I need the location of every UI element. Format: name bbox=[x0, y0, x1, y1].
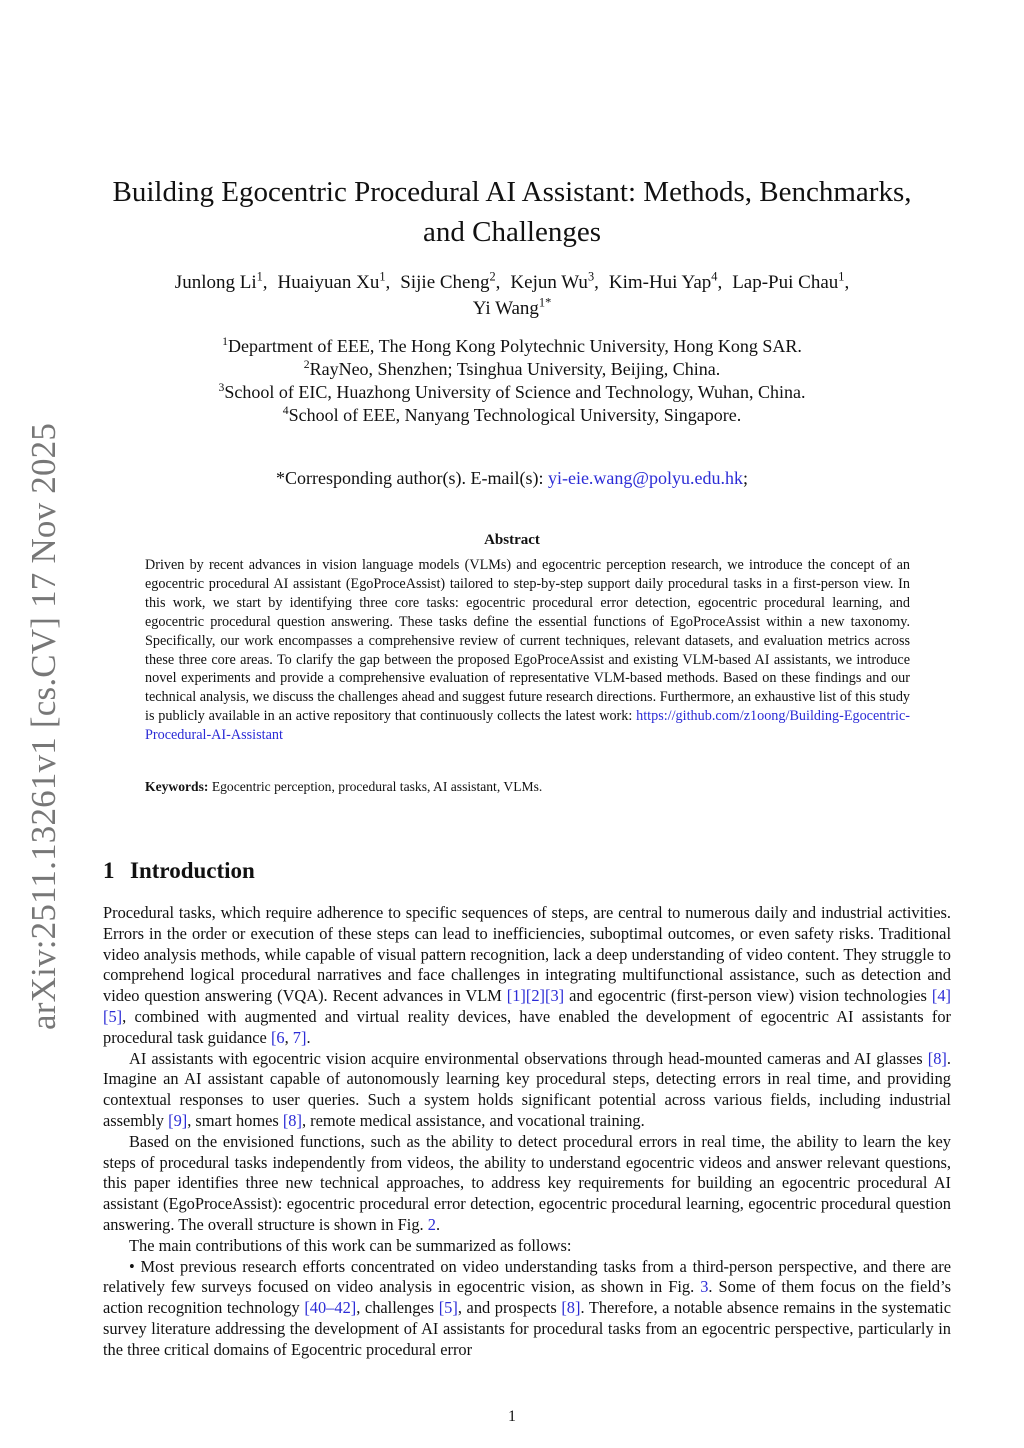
paragraph: AI assistants with egocentric vision acquire environmental observations through head-mounted cameras and AI glasses [8]. Imagine an AI assistant capable of autonomously learning key procedural steps, detecting errors in real time, and providing contextual responses to user queries. Such a system holds significant potential across various fields, including industrial assembly [9], smart homes [8], remote medical assistance, and vocational training. bbox=[103, 1048, 951, 1130]
repository-link[interactable]: https://github.com/z1oong/Building-Egocentric-Procedural-AI-Assistant bbox=[145, 708, 910, 744]
paragraph: • Most previous research efforts concentrated on video understanding tasks from a third-person perspective, and there are relatively few surveys focused on video analysis in egocentric vision, as shown in Fig. 3. Some of them focus on the field’s action recognition technology [40–42], challenges [5], and prospects [8]. Therefore, a notable absence remains in the systematic survey literature addressing the development of AI assistants for procedural tasks from an egocentric perspective, particularly in the three critical domains of Egocentric procedural error bbox=[103, 1256, 951, 1359]
author-name: Kejun Wu bbox=[510, 272, 588, 293]
author-affiliation-marker: 4 bbox=[711, 269, 718, 284]
citation-link[interactable]: [9] bbox=[168, 1110, 188, 1130]
citation-link[interactable]: [3] bbox=[545, 986, 565, 1006]
affiliation-list bbox=[0, 335, 1024, 427]
author-separator: , bbox=[385, 272, 391, 293]
keywords bbox=[145, 779, 910, 795]
affiliation-text: School of EIC, Huazhong University of Science and Technology, Wuhan, China. bbox=[224, 382, 806, 402]
affiliation-marker: 1 bbox=[222, 335, 228, 348]
citation-link[interactable]: [40–42] bbox=[304, 1298, 357, 1318]
affiliation-text: RayNeo, Shenzhen; Tsinghua University, Beijing, China. bbox=[309, 359, 721, 379]
citation-link[interactable]: 3 bbox=[700, 1277, 709, 1297]
author bbox=[732, 269, 850, 293]
citation-link[interactable]: [2] bbox=[525, 986, 546, 1006]
paragraph: The main contributions of this work can be summarized as follows: bbox=[129, 1235, 572, 1255]
affiliation-marker: 2 bbox=[303, 358, 310, 371]
keywords-text: Egocentric perception, procedural tasks, AI assistant, VLMs. bbox=[208, 779, 543, 794]
author bbox=[277, 269, 391, 293]
affiliation bbox=[0, 404, 1024, 427]
citation-link[interactable]: [8] bbox=[561, 1298, 581, 1318]
corresponding-prefix: *Corresponding author(s). E-mail(s): bbox=[276, 468, 548, 488]
affiliation bbox=[0, 335, 1024, 358]
author-name: Yi Wang bbox=[472, 298, 539, 319]
paragraph: Based on the envisioned functions, such as the ability to detect procedural errors in real time, the ability to learn the key steps of procedural tasks independently from videos, the ability to understand egocentric videos and answer relevant questions, this paper identifies three new technical approaches, to address key requirements for building an egocentric procedural AI assistant (EgoProceAssist): egocentric procedural error detection, egocentric procedural learning, egocentric procedural question answering. The overall structure is shown in Fig. 2. bbox=[103, 1131, 951, 1234]
abstract-body bbox=[145, 556, 910, 745]
author-affiliation-marker: 1 bbox=[838, 269, 845, 284]
author-list bbox=[0, 270, 1024, 322]
corresponding-suffix: ; bbox=[742, 468, 748, 488]
author bbox=[510, 269, 599, 293]
author bbox=[608, 269, 723, 293]
citation-link[interactable]: [6 bbox=[270, 1027, 285, 1047]
citation-link[interactable]: [1] bbox=[506, 986, 526, 1006]
author-name: Huaiyuan Xu bbox=[277, 272, 380, 293]
author-affiliation-marker: 3 bbox=[587, 269, 595, 284]
author-separator: , bbox=[262, 272, 268, 293]
author-separator: , bbox=[844, 272, 850, 293]
author bbox=[174, 269, 268, 293]
abstract-text: Driven by recent advances in vision language models (VLMs) and egocentric perception research, we introduce the concept of an egocentric procedural AI assistant (EgoProceAssist) tailored to step-by-step support daily procedural tasks in a first-person view. In this work, we start by identifying three core tasks: egocentric procedural error detection, egocentric procedural learning, and egocentric procedural question answering. These tasks define the essential functions of EgoProceAssist within a new taxonomy. Specifically, our work encompasses a comprehensive review of current techniques, relevant datasets, and evaluation metrics across these three core areas. To clarify the gap between the proposed EgoProceAssist and existing VLM-based AI assistants, we introduce novel experiments and provide a comprehensive evaluation of representative VLM-based methods. Based on these findings and our technical analysis, we discuss the challenges ahead and suggest future research directions. Furthermore, an exhaustive list of this study is publicly available in an active repository that continuously collects the latest work: bbox=[145, 557, 910, 725]
citation-link[interactable]: [5] bbox=[103, 1006, 123, 1026]
citation-link[interactable]: [5] bbox=[438, 1298, 458, 1318]
citation-link[interactable]: [4] bbox=[931, 986, 951, 1006]
author bbox=[472, 295, 552, 319]
introduction-body bbox=[103, 903, 951, 1361]
author-name: Sijie Cheng bbox=[400, 272, 490, 293]
affiliation-text: Department of EEE, The Hong Kong Polytechnic University, Hong Kong SAR. bbox=[227, 336, 802, 356]
affiliation-marker: 3 bbox=[218, 381, 225, 394]
author bbox=[400, 269, 501, 293]
author-separator: , bbox=[594, 272, 599, 293]
title-line-1: Building Egocentric Procedural AI Assistant: Methods, Benchmarks, bbox=[112, 176, 912, 208]
paragraph: Procedural tasks, which require adherence to specific sequences of steps, are central to numerous daily and industrial activities. Errors in the order or execution of these steps can lead to inefficiencies, suboptimal outcomes, or even safety risks. Traditional video analysis methods, while capable of visual pattern recognition, lack a deep understanding of video content. They struggle to comprehend logical procedural narratives and face challenges in integrating multifunctional assistance, such as detection and video question answering (VQA). Recent advances in VLM [1][2][3] and egocentric (first-person view) vision technologies [4][5], combined with augmented and virtual reality devices, have enabled the development of egocentric AI assistants for procedural task guidance [6, 7]. bbox=[103, 903, 951, 1047]
arxiv-identifier: arXiv:2511.13261v1 [cs.CV] 17 Nov 2025 bbox=[24, 422, 63, 1030]
page-number: 1 bbox=[508, 1408, 516, 1425]
author-affiliation-marker: 1* bbox=[538, 295, 552, 310]
affiliation bbox=[0, 381, 1024, 404]
corresponding-email-link[interactable]: yi-eie.wang@polyu.edu.hk bbox=[547, 468, 743, 488]
citation-link[interactable]: 7] bbox=[292, 1027, 307, 1047]
affiliation-text: School of EEE, Nanyang Technological University, Singapore. bbox=[288, 405, 742, 425]
abstract-heading: Abstract bbox=[484, 532, 540, 548]
affiliation bbox=[0, 358, 1024, 381]
affiliation-marker: 4 bbox=[282, 404, 289, 417]
author-affiliation-marker: 1 bbox=[379, 269, 386, 284]
corresponding-author bbox=[0, 468, 1024, 489]
paper-title bbox=[0, 172, 1024, 252]
section-heading bbox=[103, 858, 255, 884]
citation-link[interactable]: [8] bbox=[927, 1048, 947, 1068]
citation-link[interactable]: 2 bbox=[427, 1214, 436, 1234]
author-affiliation-marker: 2 bbox=[489, 269, 496, 284]
section-number: 1 bbox=[103, 858, 115, 883]
author-name: Lap-Pui Chau bbox=[732, 272, 839, 293]
author-affiliation-marker: 1 bbox=[256, 269, 263, 284]
keywords-label: Keywords: bbox=[145, 779, 209, 794]
title-line-2: and Challenges bbox=[423, 216, 601, 248]
citation-link[interactable]: [8] bbox=[282, 1110, 302, 1130]
author-separator: , bbox=[495, 272, 501, 293]
author-name: Kim-Hui Yap bbox=[608, 272, 712, 293]
author-name: Junlong Li bbox=[174, 272, 257, 293]
section-title: Introduction bbox=[130, 858, 255, 883]
author-separator: , bbox=[717, 272, 723, 293]
